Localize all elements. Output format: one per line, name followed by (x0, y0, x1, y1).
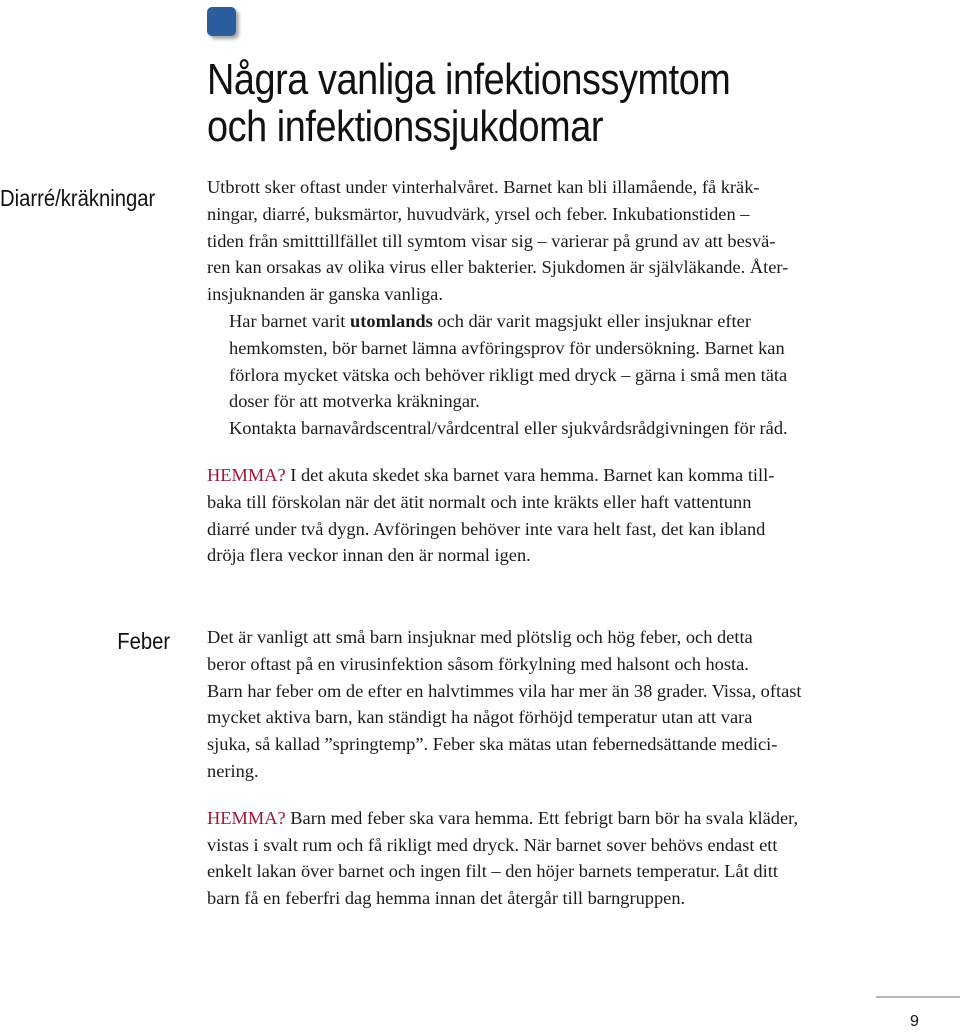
footer-rule (876, 996, 960, 998)
text-line: ren kan orsakas av olika virus eller bakterier. Sjukdomen är självläkande. Åter- (207, 257, 789, 278)
text-line: tiden från smitttillfället till symtom visar sig – varierar på grund av att besvä- (207, 230, 776, 251)
text-line: enkelt lakan över barnet och ingen filt – den höjer barnets temperatur. Låt ditt (207, 861, 778, 882)
page-number: 9 (910, 1013, 919, 1030)
text-line: förlora mycket vätska och behöver rikligt med dryck – gärna i små men täta (229, 364, 788, 385)
paragraph-hemma (207, 462, 867, 569)
hemma-label: HEMMA? (207, 464, 286, 485)
text-line: Barn har feber om de efter en halvtimmes vila har mer än 38 grader. Vissa, oftast (207, 680, 802, 701)
section-heading-diarre: Diarré/kräkningar (0, 185, 156, 211)
text-line (207, 308, 867, 335)
page-title-line-1: Några vanliga infektionssymtom (207, 55, 731, 104)
text-segment: I det akuta skedet ska barnet vara hemma. Barnet kan komma till- (285, 464, 775, 485)
section-body-feber (207, 624, 867, 912)
text-line: beror oftast på en virusinfektion såsom förkylning med halsont och hosta. (207, 653, 749, 674)
blue-square-icon (207, 7, 236, 36)
text-line: baka till förskolan när det ätit normalt och inte kräkts eller haft vattentunn (207, 491, 752, 512)
section-body-diarre (207, 174, 867, 569)
paragraph-intro (207, 624, 867, 785)
paragraph-kontakta (207, 415, 867, 442)
text-segment: Barn med feber ska vara hemma. Ett febrigt barn bör ha svala kläder, (285, 807, 799, 828)
text-line: insjuknanden är ganska vanliga. (207, 284, 443, 305)
text-segment: och där varit magsjukt eller insjuknar efter (432, 310, 751, 331)
page-title (207, 56, 730, 150)
text-line (207, 805, 867, 832)
text-segment: Har barnet varit (229, 310, 351, 331)
text-line: vistas i svalt rum och få rikligt med dryck. När barnet sover behövs endast ett (207, 834, 778, 855)
hemma-label: HEMMA? (207, 807, 286, 828)
paragraph-hemma (207, 805, 867, 912)
text-line: ningar, diarré, buksmärtor, huvudvärk, yrsel och feber. Inkubationstiden – (207, 203, 750, 224)
text-line: Kontakta barnavårdscentral/vårdcentral eller sjukvårdsrådgivningen för råd. (229, 418, 788, 439)
paragraph-utomlands (207, 308, 867, 415)
text-line: Det är vanligt att små barn insjuknar med plötslig och hög feber, och detta (207, 627, 753, 647)
paragraph-intro (207, 174, 867, 308)
text-line: doser för att motverka kräkningar. (229, 391, 480, 412)
text-line: barn få en feberfri dag hemma innan det återgår till barngruppen. (207, 888, 686, 909)
text-line: hemkomsten, bör barnet lämna avföringsprov för undersökning. Barnet kan (229, 337, 785, 358)
emphasis-utomlands: utomlands (350, 310, 433, 331)
text-line: sjuka, så kallad ”springtemp”. Feber ska mätas utan febernedsättande medici- (207, 734, 778, 755)
text-line: mycket aktiva barn, kan ständigt ha något förhöjd temperatur utan att vara (207, 707, 753, 728)
text-line: nering. (207, 760, 259, 781)
text-line: Utbrott sker oftast under vinterhalvåret. Barnet kan bli illamående, få kräk- (207, 177, 760, 197)
text-line: diarré under två dygn. Avföringen behöver inte vara helt fast, det kan ibland (207, 518, 766, 539)
text-line (207, 462, 867, 489)
section-heading-feber: Feber (117, 628, 170, 654)
page-title-line-2: och infektionssjukdomar (207, 102, 604, 151)
text-line: dröja flera veckor innan den är normal igen. (207, 545, 531, 566)
